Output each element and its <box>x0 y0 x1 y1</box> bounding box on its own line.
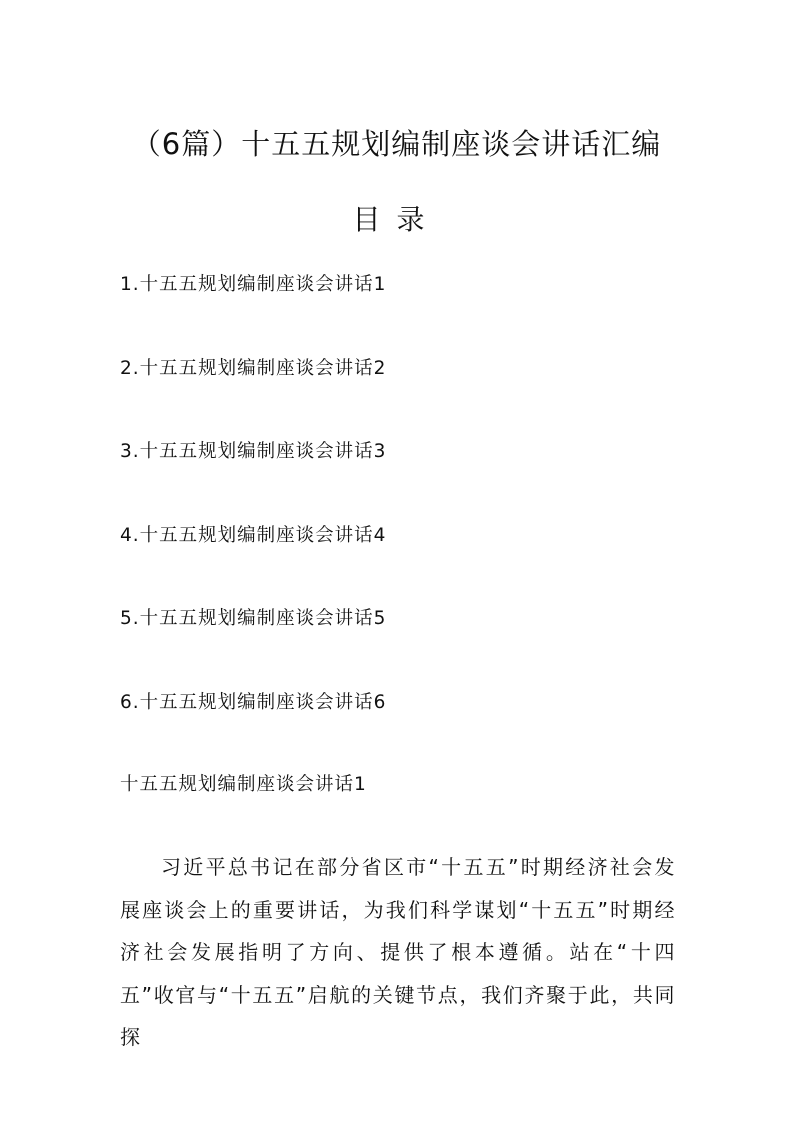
document-title: （6篇）十五五规划编制座谈会讲话汇编 <box>131 127 662 161</box>
toc-item-5[interactable]: 5.十五五规划编制座谈会讲话5 <box>120 608 387 629</box>
toc-item-2[interactable]: 2.十五五规划编制座谈会讲话2 <box>120 357 387 379</box>
section-heading: 十五五规划编制座谈会讲话1 <box>120 774 367 795</box>
toc-item-6[interactable]: 6.十五五规划编制座谈会讲话6 <box>120 691 387 713</box>
toc-item-3[interactable]: 3.十五五规划编制座谈会讲话3 <box>120 441 387 462</box>
table-of-contents <box>120 272 680 773</box>
toc-item-1[interactable]: 1.十五五规划编制座谈会讲话1 <box>120 274 387 295</box>
body-paragraph: 习近平总书记在部分省区市“十五五”时期经济社会发展座谈会上的重要讲话，为我们科学谋划“十五五”时期经济社会发展指明了方向、提供了根本遵循。站在“十四五”收官与“十五五”启航的关键节点，我们齐聚于此，共同探 <box>120 855 676 1049</box>
toc-heading: 目录 <box>352 203 441 236</box>
toc-item-4[interactable]: 4.十五五规划编制座谈会讲话4 <box>120 524 387 546</box>
